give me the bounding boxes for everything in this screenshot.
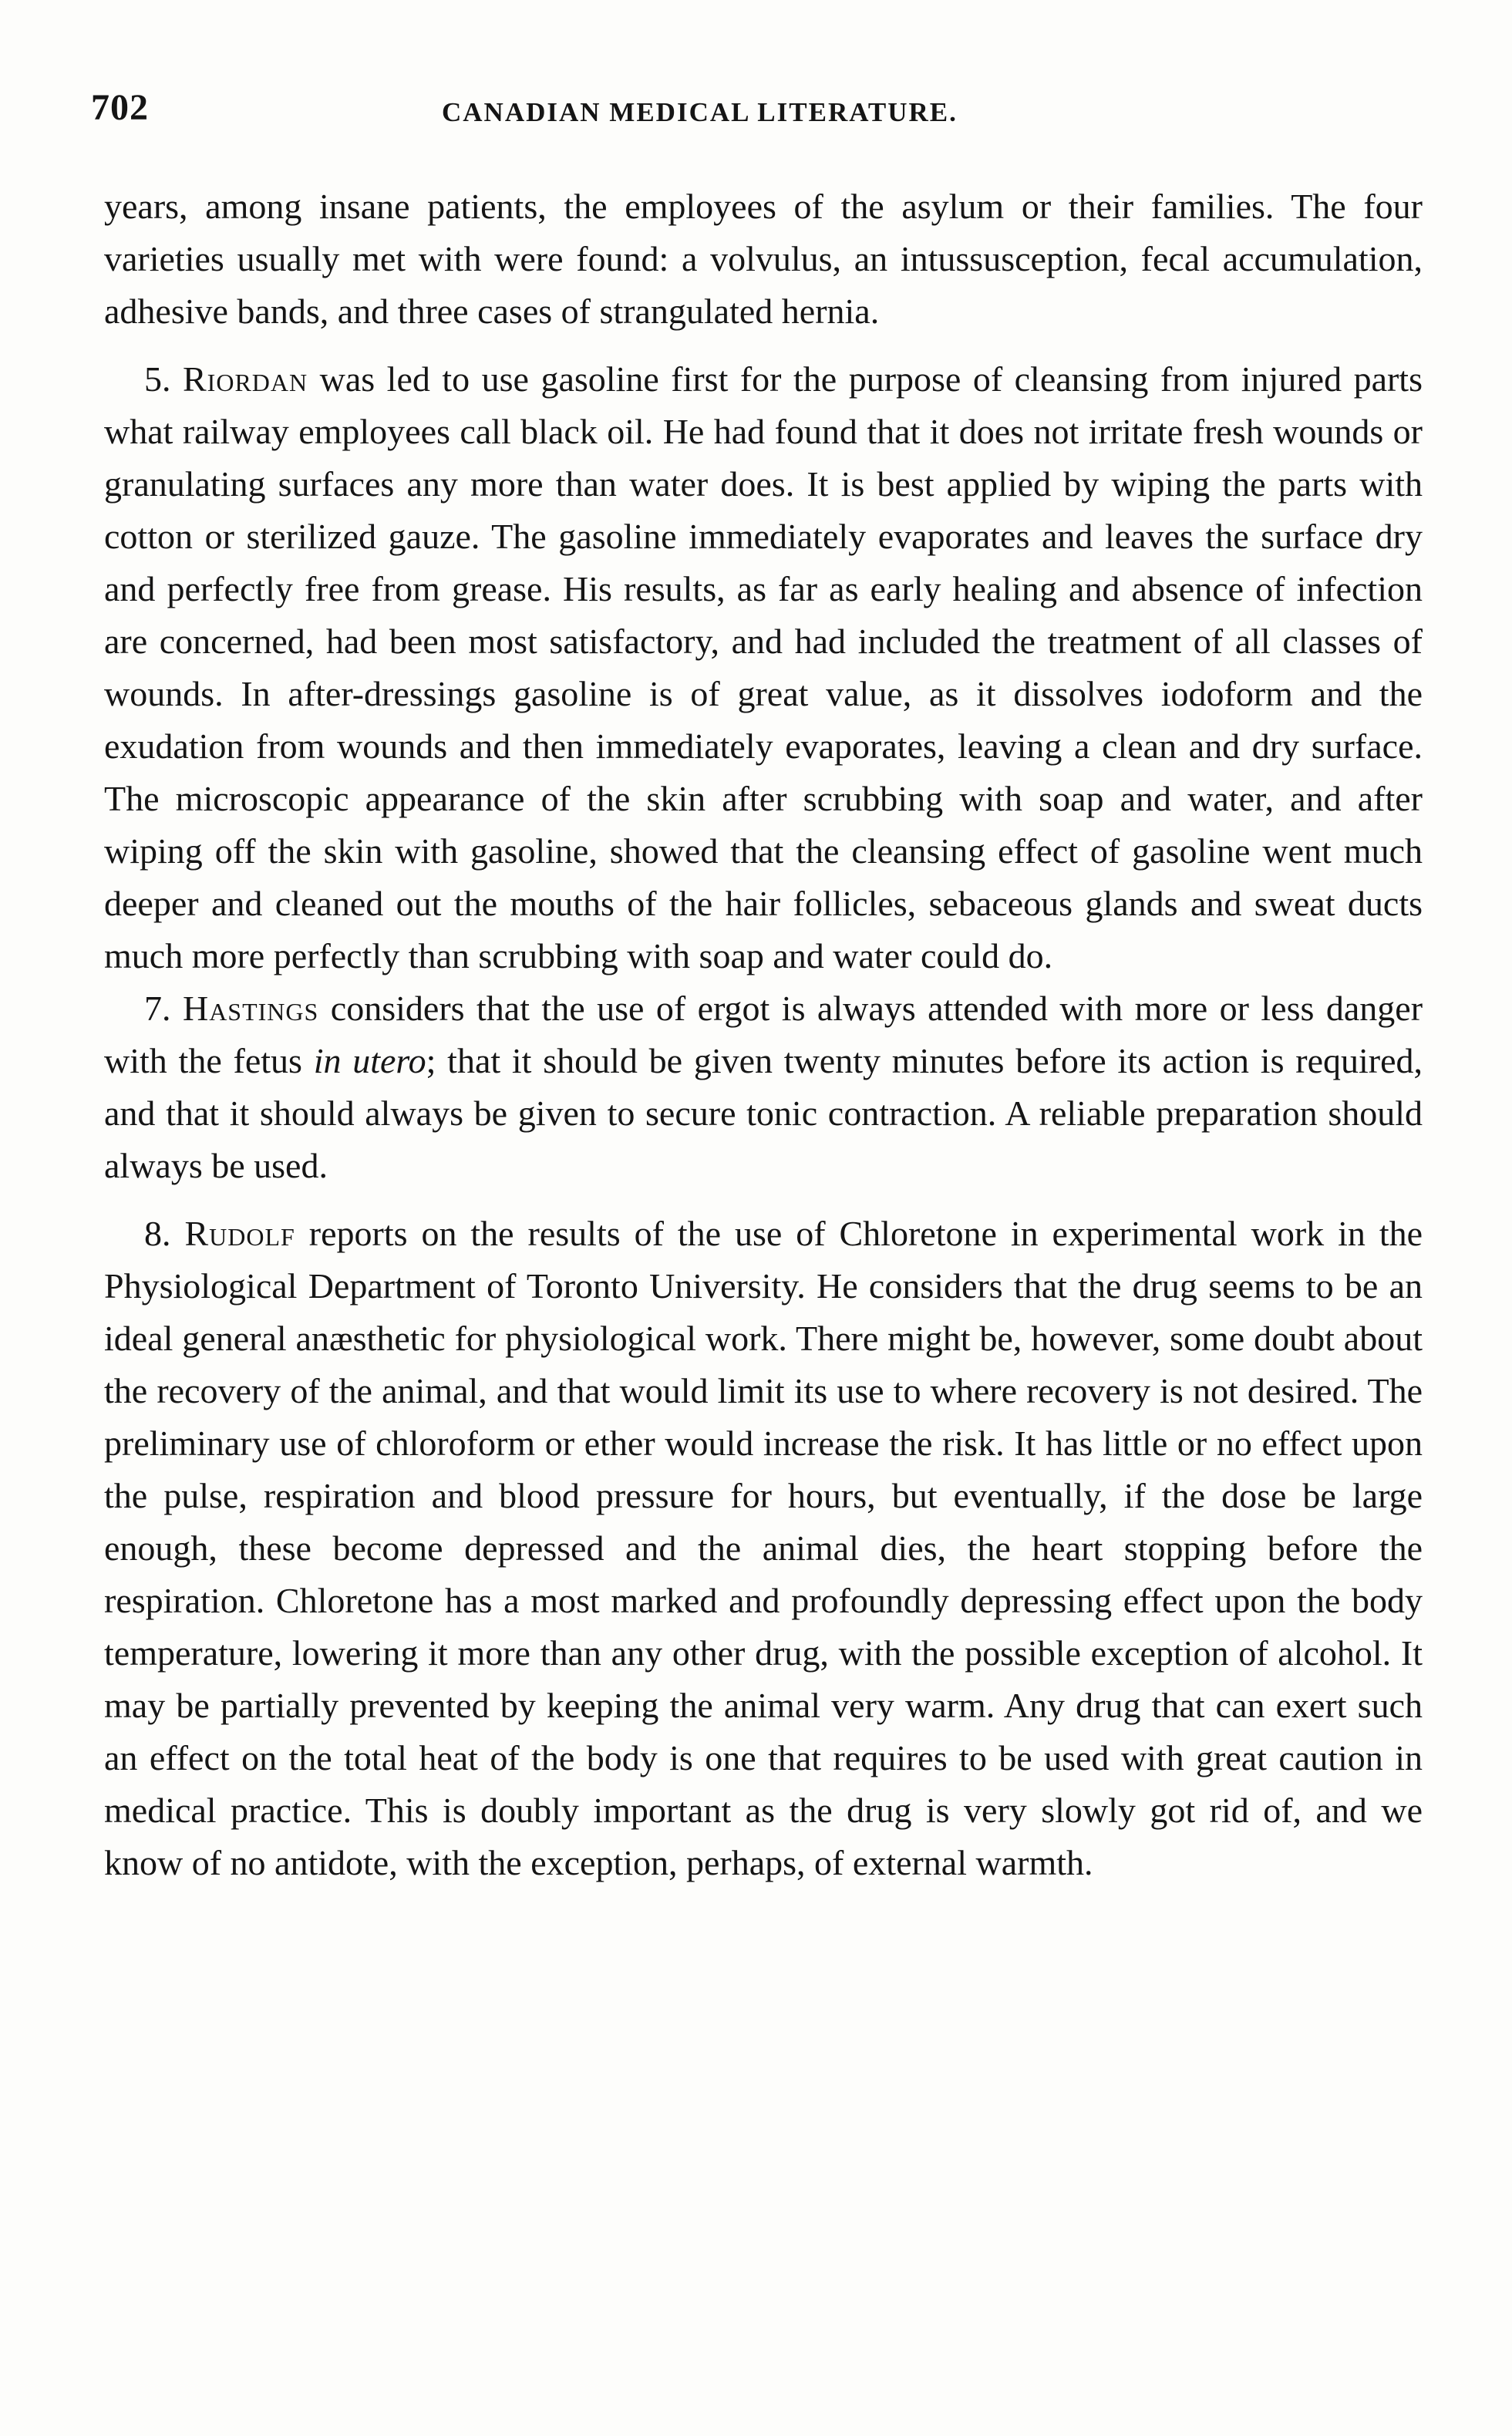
paragraph-riordan <box>104 353 1423 982</box>
page-number: 702 <box>91 87 149 128</box>
paragraph-text: was led to use gasoline first for the purpose of cleansing from injured parts what railway employees call black oil. He had found that it does not irritate fresh wounds or granulating surfaces any more than water does. It is best applied by wiping the parts with cotton or sterilized gauze. The gasoline immediately evaporates and leaves the surface dry and perfectly free from grease. His results, as far as early healing and absence of infection are concerned, had been most satisfactory, and had included the treatment of all classes of wounds. In after-dressings gasoline is of great value, as it dissolves iodoform and the exudation from wounds and then immediately evaporates, leaving a clean and dry surface. The microscopic appearance of the skin after scrubbing with soap and water, and after wiping off the skin with gasoline, showed that the cleansing effect of gasoline went much deeper and cleaned out the mouths of the hair follicles, sebaceous glands and sweat ducts much more perfectly than scrubbing with soap and water could do. <box>104 359 1423 975</box>
paragraph-hastings <box>104 982 1423 1192</box>
paragraph-text: ; that it should be given twenty minutes before its action is required, and that it should always be given to secure tonic contraction. A reliable preparation should always be used. <box>104 1041 1423 1185</box>
page-header <box>91 86 1417 148</box>
running-title: CANADIAN MEDICAL LITERATURE. <box>442 97 958 127</box>
author-name: Rudolf <box>184 1214 295 1253</box>
paragraph-continuation <box>104 180 1423 338</box>
paragraph-rudolf <box>104 1208 1423 1889</box>
paragraph-text: years, among insane patients, the employees of the asylum or their families. The four varieties usually met with were found: a volvulus, an intussusception, fecal accumulation, adhesive bands, and three cases of strangulated hernia. <box>104 187 1423 331</box>
paragraph-text: considers that the use of ergot is always attended with more or less danger with the fetus <box>104 989 1423 1080</box>
paragraph-number: 5. <box>144 359 171 399</box>
paragraph-number: 7. <box>144 989 171 1028</box>
paragraph-number: 8. <box>144 1214 171 1253</box>
paragraph-text: reports on the results of the use of Chloretone in experimental work in the Physiological Department of Toronto University. He considers that the drug seems to be an ideal general anæsthetic for physiological work. There might be, however, some doubt about the recovery of the animal, and that would limit its use to where recovery is not desired. The preliminary use of chloroform or ether would increase the risk. It has little or no effect upon the pulse, respiration and blood pressure for hours, but eventually, if the dose be large enough, these become depressed and the animal dies, the heart stopping before the respiration. Chloretone has a most marked and profoundly depressing effect upon the body temperature, lowering it more than any other drug, with the possible exception of alcohol. It may be partially prevented by keeping the animal very warm. Any drug that can exert such an effect on the total heat of the body is one that requires to be used with great caution in medical practice. This is doubly important as the drug is very slowly got rid of, and we know of no antidote, with the exception, perhaps, of external warmth. <box>104 1214 1423 1882</box>
article-body <box>104 180 1423 1889</box>
author-name: Riordan <box>183 359 308 399</box>
italic-phrase: in utero <box>313 1041 426 1080</box>
author-name: Hastings <box>182 989 319 1028</box>
